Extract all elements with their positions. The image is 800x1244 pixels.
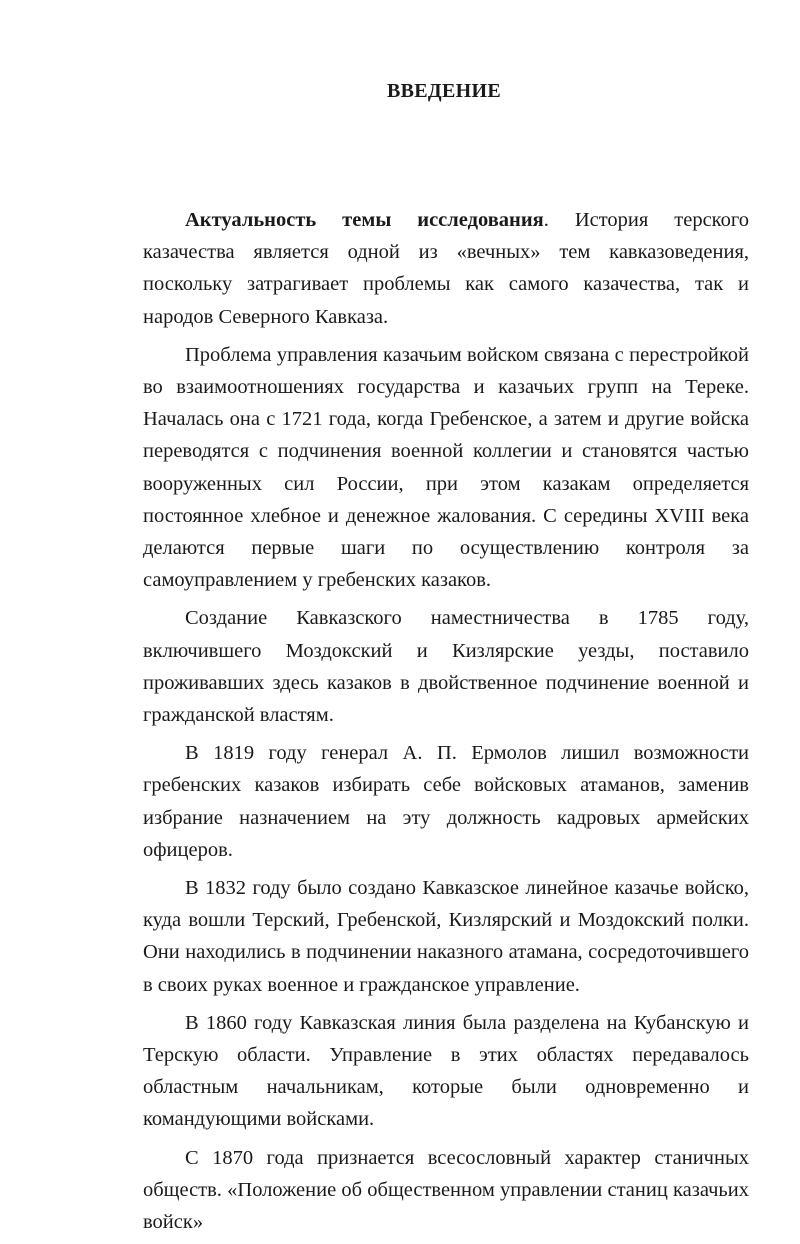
paragraph: Создание Кавказского наместничества в 1785 году, включившего Моздокский и Кизлярские уезды, поставило проживавших здесь казаков в двойственное подчинение военной и гражданской властям. bbox=[143, 607, 749, 727]
page-title: ВВЕДЕНИЕ bbox=[387, 80, 501, 102]
paragraph: В 1819 году генерал А. П. Ермолов лишил возможности гребенских казаков избирать себе войсковых атаманов, заменив избрание назначением на эту должность кадровых армейских офицеров. bbox=[143, 742, 749, 861]
paragraph: Проблема управления казачьим войском связана с перестройкой во взаимоотношениях государства и казачьих групп на Тереке. Началась она с 1721 года, когда Гребенское, а затем и другие войска переводятся с подчинения военной коллегии и становятся частью вооруженных сил России, при этом казакам определяется постоянное хлебное и денежное жалования. С середины XVIII века делаются первые шаги по осуществлению контроля за самоуправлением у гребенских казаков. bbox=[143, 343, 749, 592]
paragraph: В 1860 году Кавказская линия была разделена на Кубанскую и Терскую области. Управление в этих областях передавалось областным начальникам, которые были одновременно и командующими войсками. bbox=[143, 1011, 749, 1131]
document-body bbox=[143, 204, 749, 1244]
paragraph: В 1832 году было создано Кавказское линейное казачье войско, куда вошли Терский, Гребенской, Кизлярский и Моздокский полки. Они находились в подчинении наказного атамана, сосредоточившего в своих руках военное и гражданское управление. bbox=[143, 877, 749, 996]
paragraph-relevance bbox=[143, 204, 749, 333]
paragraph: С 1870 года признается всесословный характер станичных обществ. «Положение об общественном управлении станиц казачьих войск» bbox=[143, 1146, 749, 1234]
paragraph-lead: Актуальность темы исследования bbox=[185, 209, 544, 231]
paragraph-text: . История терского казачества является одной из «вечных» тем кавказоведения, поскольку затрагивает проблемы как самого казачества, так и народов Северного Кавказа. bbox=[143, 209, 750, 328]
